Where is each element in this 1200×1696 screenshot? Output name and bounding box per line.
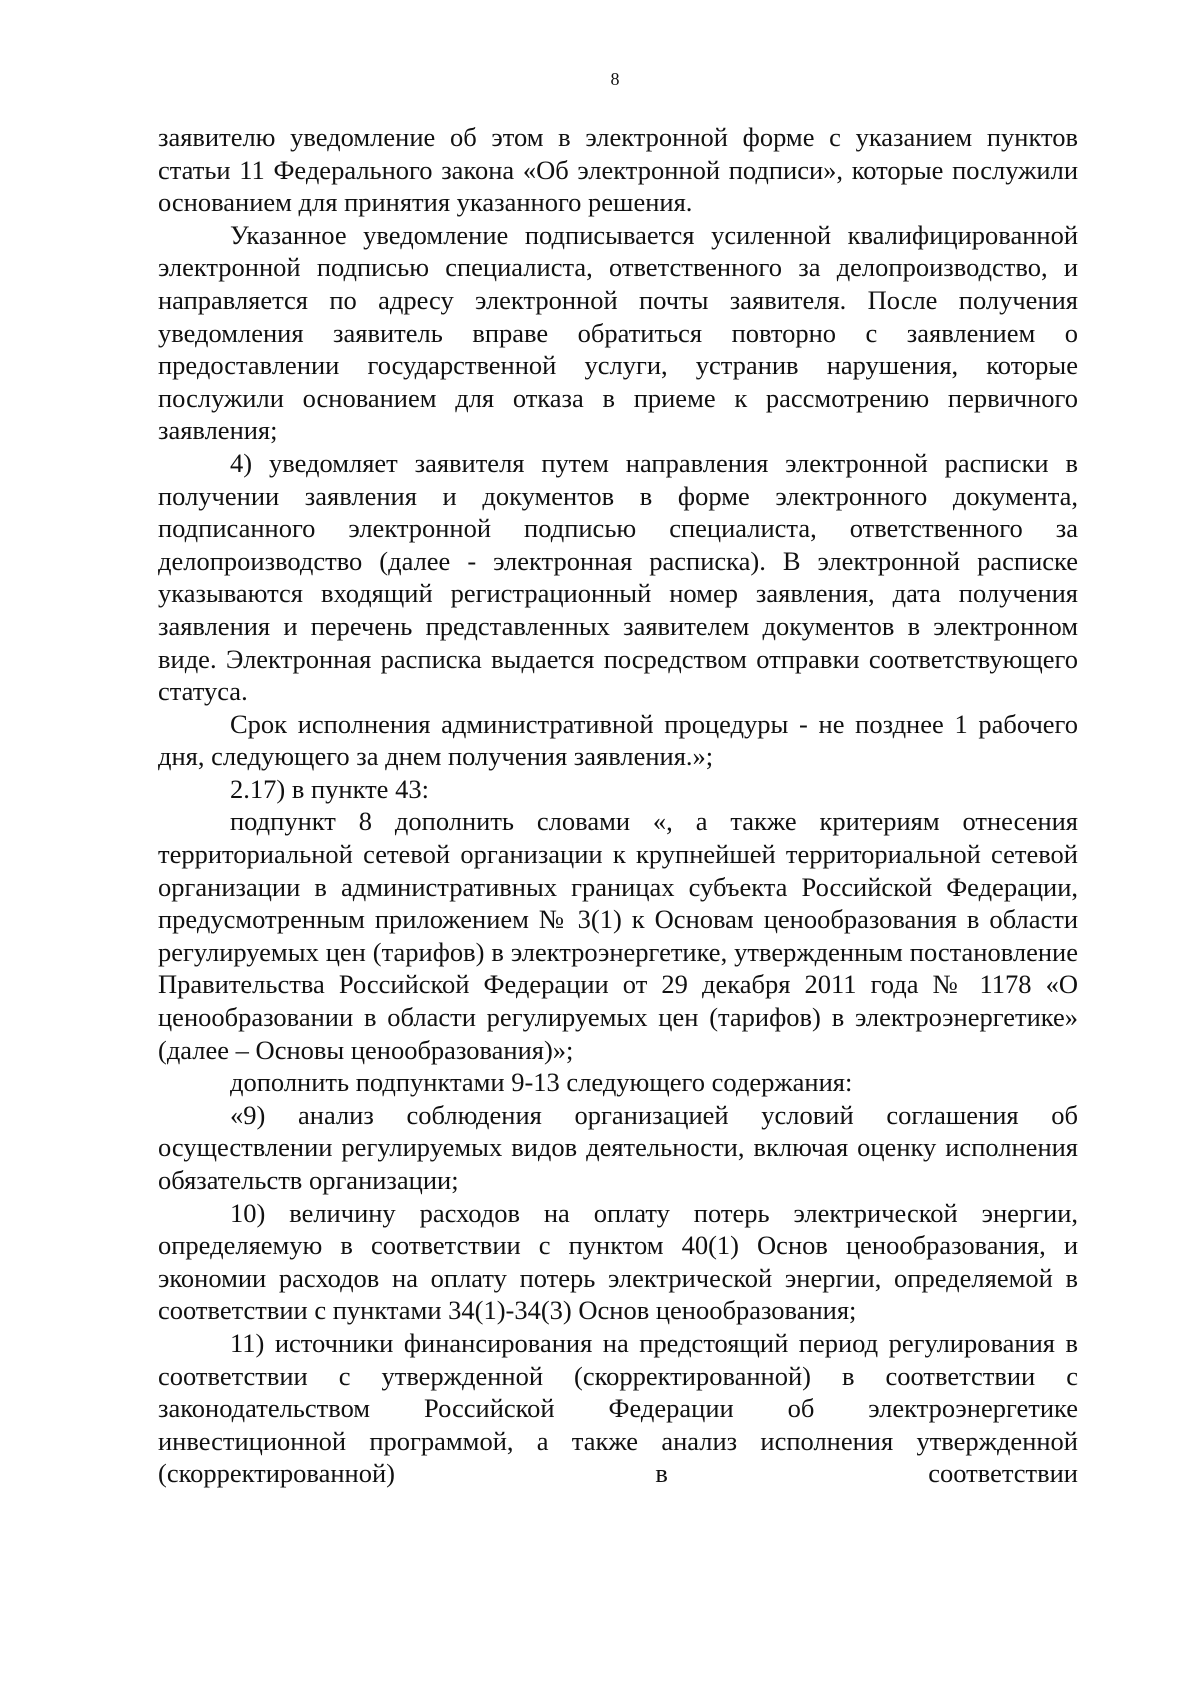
paragraph: 11) источники финансирования на предстоящий период регулирования в соответствии с утвержденной (скорректированной) в соответствии с законодательством Российской Федерации об электроэнергетике инвестиционной программой, а также анализ исполнения утвержденной (скорректированной) в соответствии — [158, 1327, 1078, 1489]
paragraph: 2.17) в пункте 43: — [230, 773, 429, 804]
paragraph: заявителю уведомление об этом в электронной форме с указанием пунктов статьи 11 Федерального закона «Об электронной подписи», которые послужили основанием для принятия указанного решения. — [158, 122, 1078, 218]
document-body — [158, 121, 1078, 1490]
paragraph: дополнить подпунктами 9-13 следующего содержания: — [230, 1067, 853, 1098]
paragraph: Указанное уведомление подписывается усиленной квалифицированной электронной подписью специалиста, ответственного за делопроизводство, и направляется по адресу электронной почты заявителя. После получения уведомления заявитель вправе обратиться повторно с заявлением о предоставлении государственной услуги, устранив нарушения, которые послужили основанием для отказа в приеме к рассмотрению первичного заявления; — [158, 219, 1078, 446]
paragraph: подпункт 8 дополнить словами «, а также критериям отнесения территориальной сетевой организации к крупнейшей территориальной сетевой организации в административных границах субъекта Российской Федерации, предусмотренным приложением № 3(1) к Основам ценообразования в области регулируемых цен (тарифов) в электроэнергетике, утвержденным постановление Правительства Российской Федерации от 29 декабря 2011 года № 1178 «О ценообразовании в области регулируемых цен (тарифов) в электроэнергетике» (далее – Основы ценообразования)»; — [158, 806, 1078, 1065]
paragraph: Срок исполнения административной процедуры - не позднее 1 рабочего дня, следующего за днем получения заявления.»; — [158, 708, 1078, 772]
page-number: 8 — [610, 69, 620, 89]
paragraph: «9) анализ соблюдения организацией условий соглашения об осуществлении регулируемых видов деятельности, включая оценку исполнения обязательств организации; — [158, 1099, 1078, 1195]
paragraph: 4) уведомляет заявителя путем направления электронной расписки в получении заявления и документов в форме электронного документа, подписанного электронной подписью специалиста, ответственного за делопроизводство (далее - электронная расписка). В электронной расписке указываются входящий регистрационный номер заявления, дата получения заявления и перечень представленных заявителем документов в электронном виде. Электронная расписка выдается посредством отправки соответствующего статуса. — [158, 447, 1078, 707]
paragraph: 10) величину расходов на оплату потерь электрической энергии, определяемую в соответствии с пунктом 40(1) Основ ценообразования, и экономии расходов на оплату потерь электрической энергии, определяемой в соответствии с пунктами 34(1)-34(3) Основ ценообразования; — [158, 1197, 1078, 1326]
